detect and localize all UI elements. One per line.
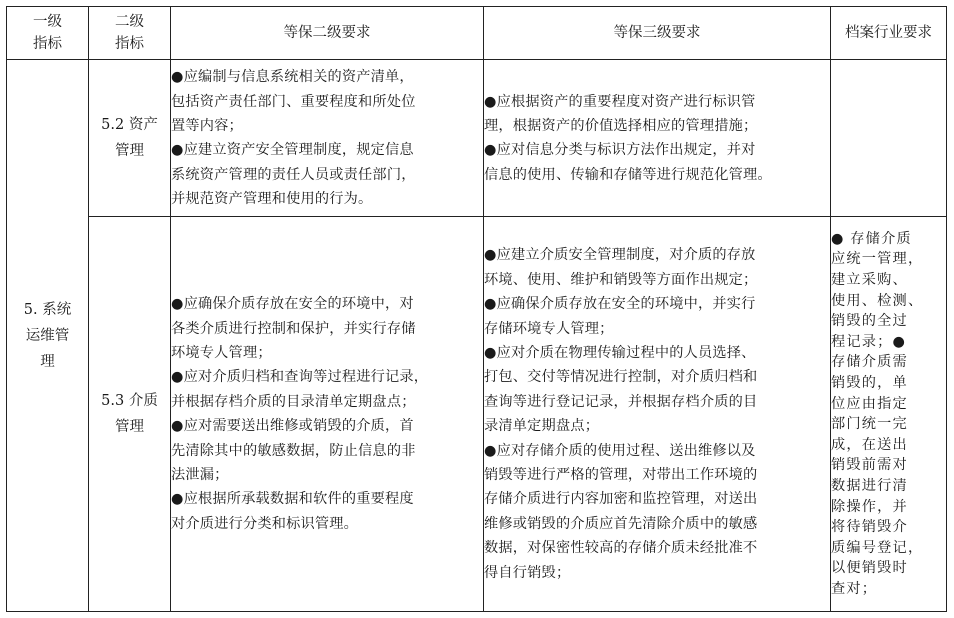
text-line: 存储介质需 [831,354,908,371]
text-line: 查对； [831,580,878,597]
text-line: 信息的使用、传输和存储等进行规范化管理。 [484,166,772,183]
text-line: ●应根据资产的重要程度对资产进行标识管 [484,93,756,110]
grade3-cell [484,60,831,217]
header-level2 [89,7,171,60]
header-grade2: 等保二级要求 [171,7,484,60]
text-line: 并规范资产管理和使用的行为。 [171,191,373,208]
archive-cell [831,217,947,612]
header-level1-line: 指标 [33,36,62,53]
requirements-table [6,6,947,612]
text-line: 将待销毁介 [831,519,908,536]
text-line: ●应对介质在物理传输过程中的人员选择、 [484,344,756,361]
text-line: 应统一管理， [831,251,924,268]
level2-line: 管理 [115,419,144,436]
text-line: 先清除其中的敏感数据，防止信息的非 [171,442,416,459]
text-line: 存储介质进行内容加密和监控管理，对送出 [484,491,758,508]
text-line: ●应编制与信息系统相关的资产清单， [171,69,414,86]
text-line: ● 存储介质 [831,230,912,247]
header-row [7,7,947,60]
text-line: 质编号登记， [831,539,924,556]
text-line: 销毁等进行严格的管理，对带出工作环境的 [484,467,758,483]
text-line: 对介质进行分类和标识管理。 [171,515,359,532]
level2-line: 5.2 资产 [101,117,158,134]
text-line: ●应对存储介质的使用过程、送出维修以及 [484,442,756,459]
text-line: 使用、检测、 [831,292,924,309]
text-line: ●应对介质归档和查询等过程进行记录， [171,369,429,386]
table-row [7,60,947,217]
text-line: 数据进行清 [831,477,908,494]
text-line: 除操作，并 [831,498,908,515]
text-line: 销毁前需对 [831,457,908,474]
text-line: 环境专人管理； [171,344,272,361]
text-line: 销毁的，单 [831,375,908,391]
level1-cell [7,60,89,612]
header-archive: 档案行业要求 [831,7,947,60]
level2-cell [89,217,171,612]
text-line: 位应由指定 [831,395,908,412]
header-level2-line: 指标 [115,36,144,53]
text-line: 存储环境专人管理； [484,320,614,337]
text-line: 各类介质进行控制和保护，并实行存储 [171,320,416,337]
text-line: 查询等进行登记记录，并根据存档介质的目 [484,393,758,410]
header-level2-line: 二级 [115,14,144,31]
text-line: 以便销毁时 [831,560,908,577]
grade2-cell [171,60,484,217]
text-line: ●应建立资产安全管理制度，规定信息 [171,142,414,159]
text-line: 数据，对保密性较高的存储介质未经批准不 [484,540,758,557]
text-line: ●应确保介质存放在安全的环境中，对 [171,296,414,313]
header-level1 [7,7,89,60]
text-line: 并根据存档介质的目录清单定期盘点； [171,393,416,410]
archive-cell [831,60,947,217]
table-row [7,217,947,612]
grade2-cell [171,217,484,612]
text-line: 置等内容； [171,117,243,134]
text-line: 建立采购、 [831,272,908,289]
level2-cell [89,60,171,217]
text-line: 得自行销毁； [484,564,571,581]
header-grade3: 等保三级要求 [484,7,831,60]
text-line: 理，根据资产的价值选择相应的管理措施； [484,117,758,134]
text-line: 录清单定期盘点； [484,418,600,435]
text-line: 包括资产责任部门、重要程度和所处位 [171,93,416,110]
level2-line: 管理 [115,143,144,160]
level1-line: 5. 系统 [23,301,72,318]
text-line: ●应建立介质安全管理制度，对介质的存放 [484,247,756,264]
grade3-cell [484,217,831,612]
header-level1-line: 一级 [33,14,62,31]
text-line: ●应根据所承载数据和软件的重要程度 [171,491,414,508]
text-line: 销毁的全过 [831,313,908,330]
level1-line: 理 [40,353,55,370]
level2-line: 5.3 介质 [101,393,158,410]
text-line: 法泄漏； [171,467,229,483]
text-line: 系统资产管理的责任人员或责任部门， [171,166,416,183]
text-line: ●应对需要送出维修或销毁的介质，首 [171,418,414,435]
text-line: 打包、交付等情况进行控制，对介质归档和 [484,369,758,386]
text-line: 维修或销毁的介质应首先清除介质中的敏感 [484,515,758,532]
text-line: 成，在送出 [831,436,908,453]
text-line: ●应确保介质存放在安全的环境中，并实行 [484,296,756,313]
text-line: 部门统一完 [831,416,908,433]
level1-line: 运维管 [25,327,70,344]
text-line: ●应对信息分类与标识方法作出规定，并对 [484,142,756,159]
text-line: 环境、使用、维护和销毁等方面作出规定； [484,271,758,288]
text-line: 程记录；● [831,333,907,350]
